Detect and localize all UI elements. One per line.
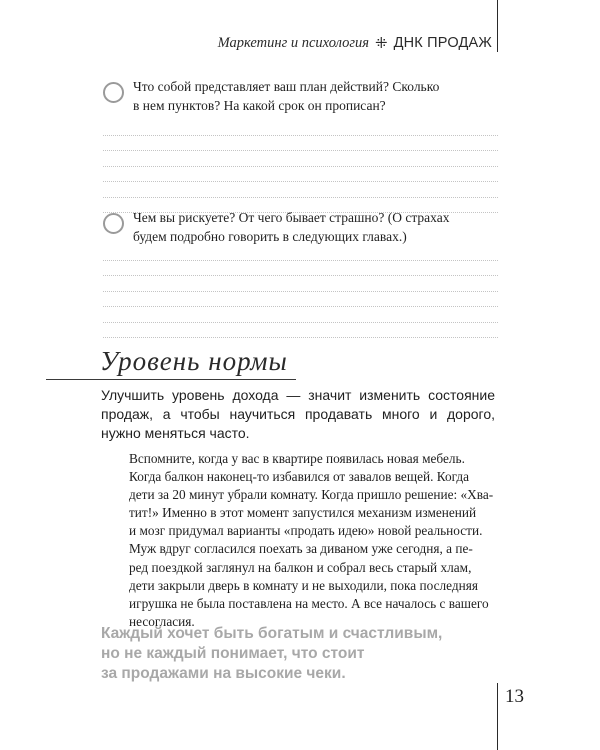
intro-paragraph: Улучшить уровень дохода — значит изменить состояние продаж, а чтобы научиться продавать много и дорого, нужно меняться часто. <box>101 387 495 441</box>
checkbox-circle-icon[interactable] <box>103 213 124 234</box>
page-number: 13 <box>505 686 524 707</box>
page-number-divider <box>497 683 498 750</box>
header-separator-icon: ⁜ <box>375 34 388 52</box>
running-header <box>218 34 492 52</box>
example-paragraph: Вспомните, когда у вас в квартире появилась новая мебель. Когда балкон наконец-то избавился от завалов вещей. Когда дети за 20 минут убрали комнату. Когда пришло решение: «Хва- тит!» Именно в этот момент запустился механизм изменений и мозг придумал варианты «продать идею» новой реальности. Муж вдруг согласился поехать за диваном уже сегодня, а пе- ред поездкой заглянул на балкон и собрал весь старый хлам, дети закрыли дверь в комнату и не выходили, пока последняя игрушка не была поставлена на место. А все началось с вашего несогласия. <box>129 451 494 629</box>
question-text: Что собой представляет ваш план действий? Сколько в нем пунктов? На какой срок он прописан? <box>133 79 440 113</box>
header-title-right: ДНК ПРОДАЖ <box>393 35 492 51</box>
checkbox-circle-icon[interactable] <box>103 82 124 103</box>
question-text: Чем вы рискуете? От чего бывает страшно? (О страхах будем подробно говорить в следующих главах.) <box>133 210 450 244</box>
header-title-left: Маркетинг и психология <box>217 34 370 51</box>
section-title-underline <box>46 379 296 380</box>
header-divider <box>497 0 498 52</box>
section-title: Уровень нормы <box>100 346 288 376</box>
pull-quote: Каждый хочет быть богатым и счастливым, но не каждый понимает, что стоит за продажами на высокие чеки. <box>101 625 443 682</box>
answer-lines[interactable] <box>103 245 498 338</box>
answer-lines[interactable] <box>103 120 498 213</box>
